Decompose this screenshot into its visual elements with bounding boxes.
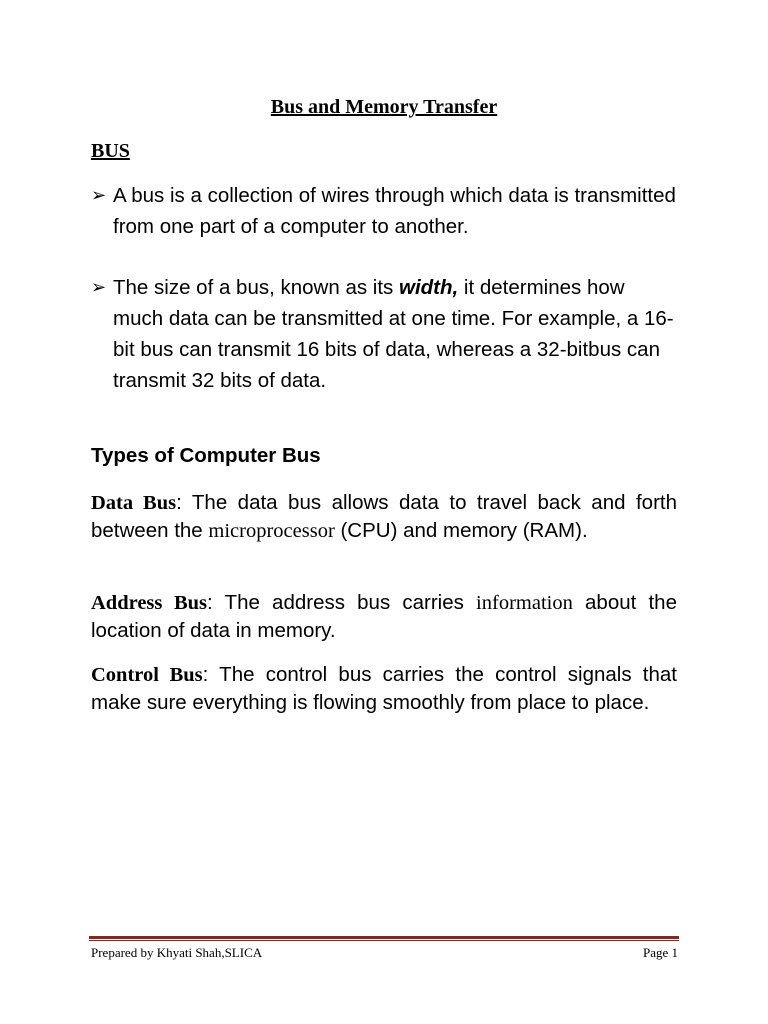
serif-word: microprocessor (208, 520, 335, 542)
definition-text: The control bus carries the control signals that make sure everything is flowing smoothly from place to place. (91, 663, 677, 714)
term-separator: : (202, 663, 220, 686)
bullet-text (113, 272, 679, 396)
arrow-bullet-icon: ➢ (91, 185, 107, 205)
bullet-text-after: it determines how much data can be transmitted at one time. For example, a 16-bit bus can transmit 16 bits of data, whereas a 32-bitbus can transmit 32 bits of data. (113, 276, 674, 392)
definition-text: The data bus allows data to travel back and forth between the (91, 491, 677, 542)
footer-divider (89, 936, 679, 941)
emphasis-width: width, (399, 276, 459, 299)
page-title: Bus and Memory Transfer (270, 96, 498, 118)
term-address-bus: Address Bus (91, 592, 208, 614)
footer-page-number: Page 1 (642, 945, 678, 960)
bullet-bus-width (91, 272, 679, 396)
paragraph-address-bus (91, 589, 677, 644)
paragraph-control-bus (91, 661, 677, 716)
term-data-bus: Data Bus (91, 492, 177, 514)
bullet-bus-definition (91, 180, 679, 242)
paragraph-data-bus (91, 489, 677, 545)
section-heading-bus: BUS (91, 140, 130, 162)
types-heading: Types of Computer Bus (91, 444, 321, 467)
definition-text: The address bus carries (224, 591, 477, 614)
footer-author: Prepared by Khyati Shah,SLICA (91, 945, 263, 960)
definition-text: (CPU) and memory (RAM). (334, 519, 588, 542)
bullet-text: A bus is a collection of wires through which data is transmitted from one part of a computer to another. (113, 184, 676, 238)
definition-text: about the location of data in memory. (91, 591, 677, 642)
footer-divider-thin (89, 940, 679, 941)
serif-word: information (476, 592, 573, 614)
term-separator: : (176, 491, 192, 514)
arrow-bullet-icon: ➢ (91, 277, 107, 297)
term-control-bus: Control Bus (91, 664, 203, 686)
footer-divider-thick (89, 936, 679, 939)
bullet-text-before: The size of a bus, known as its (113, 276, 399, 299)
term-separator: : (207, 591, 225, 614)
